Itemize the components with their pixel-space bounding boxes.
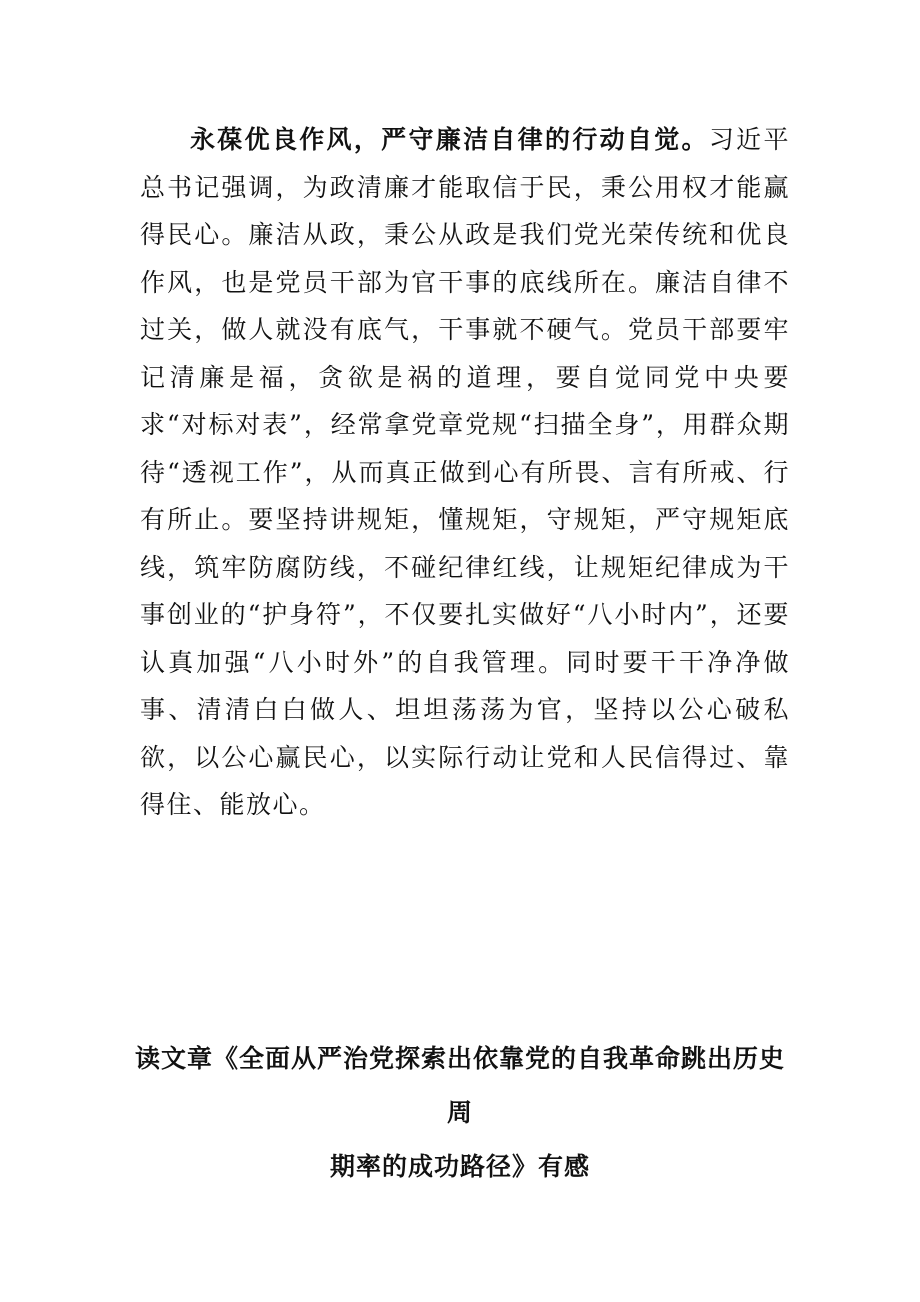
article-heading-line-1: 读文章《全面从严治党探索出依靠党的自我革命跳出历史周 <box>134 1044 785 1127</box>
article-heading <box>130 1032 790 1194</box>
article-heading-line-2: 期率的成功路径》有感 <box>329 1152 590 1181</box>
body-paragraph <box>140 116 790 829</box>
paragraph-body-text: 习近平总书记强调，为政清廉才能取信于民，秉公用权才能赢得民心。廉洁从政，秉公从政是我们党光荣传统和优良作风，也是党员干部为官干事的底线所在。廉洁自律不过关，做人就没有底气，干事就不硬气。党员干部要牢记清廉是福，贪欲是祸的道理，要自觉同党中央要求“对标对表”，经常拿党章党规“扫描全身”，用群众期待“透视工作”，从而真正做到心有所畏、言有所戒、行有所止。要坚持讲规矩，懂规矩，守规矩，严守规矩底线，筑牢防腐防线，不碰纪律红线，让规矩纪律成为干事创业的“护身符”，不仅要扎实做好“八小时内”，还要认真加强“八小时外”的自我管理。同时要干干净净做事、清清白白做人、坦坦荡荡为官，坚持以公心破私欲，以公心赢民心，以实际行动让党和人民信得过、靠得住、能放心。 <box>140 125 791 819</box>
paragraph-lead-sentence: 永葆优良作风，严守廉洁自律的行动自觉。 <box>190 125 709 154</box>
